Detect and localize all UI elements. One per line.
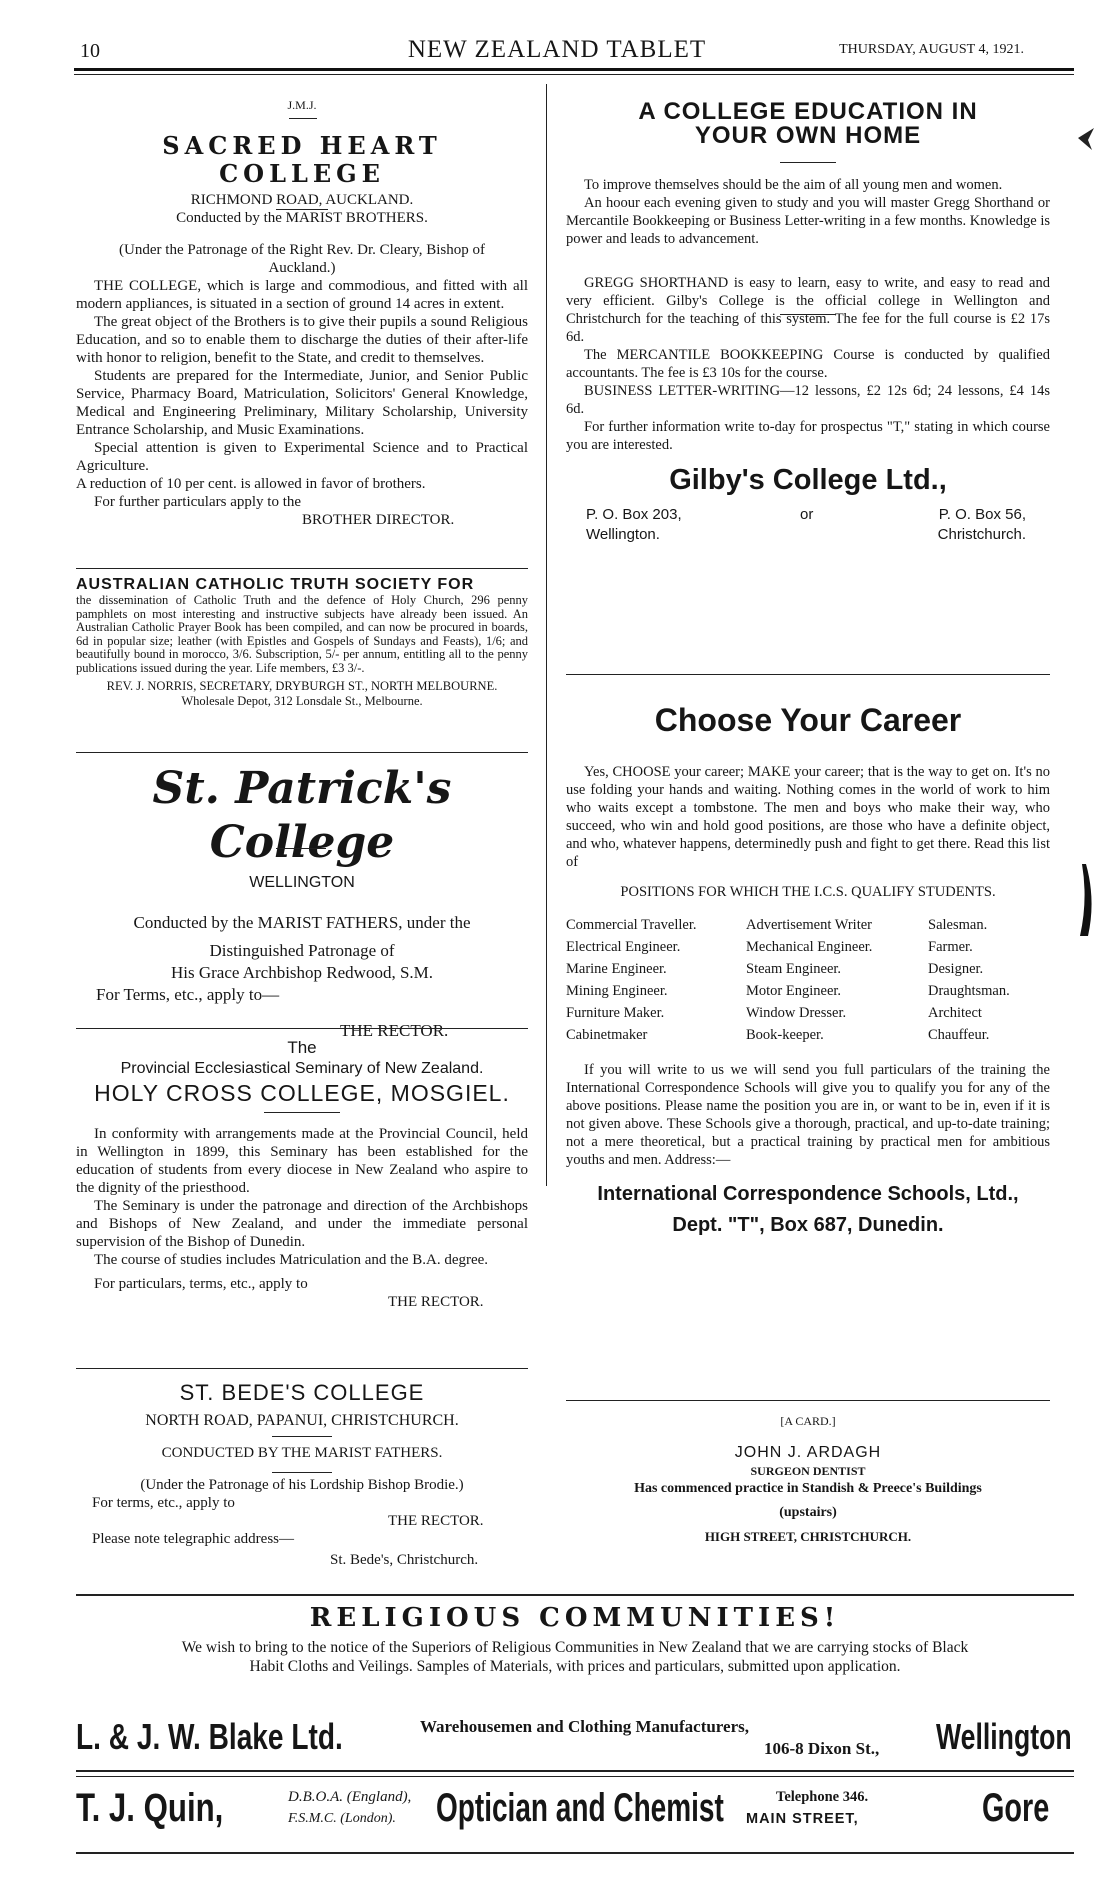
positions-title: POSITIONS FOR WHICH THE I.C.S. QUALIFY STUDENTS. [620,884,996,900]
depot: Wholesale Depot, 312 Lonsdale St., Melbourne. [181,693,423,708]
ad-title: AUSTRALIAN CATHOLIC TRUTH SOCIETY FOR [76,576,475,593]
paragraph: The great object of the Brothers is to give their pupils a sound Religious Education, and so to enable them to discharge the duties of their after-life with honor to religion, benefit to the State, and credit to themselves. [76,314,528,366]
college-home-ad [566,100,1050,549]
patronage: (Under the Patronage of his Lordship Bishop Brodie.) [140,1477,464,1493]
dentist-name: JOHN J. ARDAGH [734,1444,882,1461]
holy-cross-ad [76,1038,528,1311]
ics-name: International Correspondence Schools, Ltd., [597,1183,1019,1205]
dentist-title: SURGEON DENTIST [750,1464,866,1478]
st-patricks-ad [76,762,528,1040]
page-header [70,36,1044,64]
section-rule [76,1028,528,1029]
paragraph: For further information write to-day for prospectus "T," stating in which course you are interested. [566,419,1050,453]
paragraph: For particulars, terms, etc., apply to [94,1276,308,1292]
quin-telephone: Telephone 346. [776,1789,869,1805]
paragraph: Students are prepared for the Intermediate, Junior, and Senior Public Service, Pharmacy Board, Matriculation, Solicitors' General Knowledge, Medical and Engineering Preliminary, Military Scholarship, University Entrance Scholarship, and Music Examinations. [76,368,528,438]
position-cell: Window Dresser. [746,1005,847,1021]
paragraph: THE COLLEGE, which is large and commodious, and fitted with all modern appliances, is situated in a section of ground 14 acres in extent. [76,278,528,312]
section-rule [566,1400,1050,1401]
divider [264,1112,340,1113]
patronage: Distinguished Patronage of [209,941,395,960]
position-cell: Designer. [928,961,984,977]
ad-title: Choose Your Career [654,702,962,738]
gilby-addresses [566,505,1050,549]
ad-title: RELIGIOUS COMMUNITIES! [309,1603,841,1633]
section-rule [76,1368,528,1369]
divider [276,209,328,210]
ardagh-card [566,1412,1050,1546]
ad-title: ST. BEDE'S COLLEGE [179,1380,425,1405]
blake-trade: Warehousemen and Clothing Manufacturers, [420,1717,750,1736]
box-wellington: P. O. Box 203, [586,506,682,523]
ad-the: The [287,1038,317,1057]
signoff: BROTHER DIRECTOR. [302,512,455,528]
religious-ad [76,1604,1074,1676]
quin-ad [76,1784,1074,1844]
paragraph: the dissemination of Catholic Truth and the defence of Holy Church, 296 penny pamphlets on most interesting and instructive subjects have already been issued. An Australian Catholic Prayer Book has been compiled, and can now be procured in boards, 6d in popular size; leather (with Epistles and Gospels of Sundays and Feasts), 1/6; and beautifully bound in morocco, 3/6. Subscription, 5/- per annum, entitling all to the penny publications issued during the year. Life members, £3 3/-. [76,593,528,675]
ad-title: HOLY CROSS COLLEGE, MOSGIEL. [94,1080,510,1106]
section-rule [76,1594,1074,1596]
paragraph: The MERCANTILE BOOKKEEPING Course is conducted by qualified accountants. The fee is £3 10s for the course. [566,347,1050,381]
ad-title: A COLLEGE EDUCATION IN [638,98,978,125]
ics-address: Dept. "T", Box 687, Dunedin. [672,1214,944,1236]
paragraph: A reduction of 10 per cent. is allowed in favor of brothers. [76,476,426,492]
signoff: THE RECTOR. [388,1294,484,1310]
divider [272,1436,332,1437]
telegraphic: Please note telegraphic address— [92,1531,295,1547]
terms: For terms, etc., apply to [92,1495,235,1511]
divider [780,314,836,315]
paragraph: GREGG SHORTHAND is easy to learn, easy to write, and easy to read and very efficient. Gilby's College is the official college in Wellington and Christchurch for the teaching of this system. The fee for the full course is £2 17s 6d. [566,275,1050,345]
divider [780,162,836,163]
position-cell: Advertisement Writer [746,917,872,933]
page-number: 10 [80,40,100,62]
section-rule [76,568,528,569]
position-cell: Cabinetmaker [566,1027,648,1043]
quin-street: MAIN STREET, [746,1811,859,1827]
city-christchurch: Christchurch. [937,526,1026,543]
section-rule [566,674,1050,675]
ad-subtitle: Provincial Ecclesiastical Seminary of New Zealand. [120,1060,484,1077]
position-cell: Book-keeper. [746,1027,824,1043]
sacred-heart-ad [76,96,528,529]
blake-name: L. & J. W. Blake Ltd. [76,1716,343,1757]
telegraphic-address: St. Bede's, Christchurch. [330,1552,479,1568]
ad-title: St. Patrick's College [152,763,452,868]
career-ad [566,702,1050,1237]
position-cell: Steam Engineer. [746,961,842,977]
patronage-name: His Grace Archbishop Redwood, S.M. [170,963,434,982]
conducted-by: CONDUCTED BY THE MARIST FATHERS. [161,1445,443,1461]
paragraph: BUSINESS LETTER-WRITING—12 lessons, £2 12s 6d; 24 lessons, £4 14s 6d. [566,383,1050,417]
position-cell: Farmer. [928,939,973,955]
paragraph: An hoour each evening given to study and you will master Gregg Shorthand or Mercantile Bookkeeping or Business Letter-writing in a few months. Knowledge is power and leads to advancement. [566,195,1050,247]
section-rule [76,752,528,753]
position-cell: Draughtsman. [928,983,1010,999]
address: NORTH ROAD, PAPANUI, CHRISTCHURCH. [145,1412,459,1429]
quin-qual-1: D.B.O.A. (England), [288,1789,412,1805]
paragraph: If you will write to us we will send you full particulars of the training the International Correspondence Schools will give you to qualify you for any of the above positions. Please name the position you are in, or want to be in, even if it is not given above. These Schools give a thorough, practical, and up-to-date training; not a mere theoretical, but a practical training by practical men for ambitious youths and men. Address:— [566,1062,1050,1168]
practice-line: Has commenced practice in Standish & Preece's Buildings [634,1481,982,1496]
or-label: or [800,506,814,523]
header-rule [74,68,1074,71]
paragraph: The course of studies includes Matriculation and the B.A. degree. [94,1252,489,1268]
quin-name: T. J. Quin, [76,1786,224,1830]
margin-mark-icon [1074,118,1098,154]
divider [276,848,326,849]
blake-address: 106-8 Dixon St., [764,1739,880,1758]
quin-trade: Optician and Chemist [436,1786,724,1830]
signoff: THE RECTOR. [340,1021,449,1040]
paragraph: To improve themselves should be the aim of all young men and women. [584,177,1003,193]
jmj: J.M.J. [287,98,317,112]
divider [289,118,317,119]
section-rule [76,1770,1074,1772]
position-cell: Motor Engineer. [746,983,842,999]
paragraph: The Seminary is under the patronage and direction of the Archbishops and Bishops of New Zealand, and under the immediate personal supervision of the Bishop of Dunedin. [76,1198,528,1250]
position-cell: Architect [928,1005,982,1021]
ad-title-line2: YOUR OWN HOME [694,122,922,149]
blake-ad [76,1714,1074,1766]
position-cell: Chauffeur. [928,1027,990,1043]
truth-society-ad [76,576,528,709]
divider [272,1472,332,1473]
section-rule [76,1776,1074,1777]
quin-town: Gore [982,1786,1050,1830]
issue-date: THURSDAY, AUGUST 4, 1921. [839,42,1024,57]
patronage: (Under the Patronage of the Right Rev. Dr. Cleary, Bishop of Auckland.) [119,242,485,276]
paragraph: Special attention is given to Experimental Science and to Practical Agriculture. [76,440,528,474]
blake-city: Wellington [936,1716,1072,1757]
card-label: [A CARD.] [780,1414,836,1428]
position-cell: Electrical Engineer. [566,939,681,955]
conducted-by: Conducted by the MARIST BROTHERS. [176,210,428,226]
paragraph: In conformity with arrangements made at the Provincial Council, held in Wellington in 1899, this Seminary has been established for the education of students from every diocese in New Zealand who aspire to the dignity of the priesthood. [76,1126,528,1196]
gilby-name: Gilby's College Ltd., [669,464,947,496]
paragraph: We wish to bring to the notice of the Superiors of Religious Communities in New Zealand that we are carrying stocks of Black Habit Cloths and Veilings. Samples of Materials, with prices and particulars, submitted upon application. [181,1639,969,1675]
terms: For Terms, etc., apply to— [96,985,280,1004]
city-wellington: Wellington. [586,526,660,543]
margin-mark-icon [1074,860,1098,940]
header-rule-thin [74,74,1074,75]
practice-street: HIGH STREET, CHRISTCHURCH. [704,1529,912,1544]
location: WELLINGTON [249,874,355,891]
section-rule [76,1852,1074,1854]
practice-upstairs: (upstairs) [779,1505,837,1520]
paragraph: For further particulars apply to the [94,494,302,510]
signoff: THE RECTOR. [388,1513,484,1529]
position-cell: Mining Engineer. [566,983,668,999]
position-cell: Marine Engineer. [566,961,667,977]
quin-qual-2: F.S.M.C. (London). [288,1811,396,1826]
position-cell: Furniture Maker. [566,1005,665,1021]
address: RICHMOND ROAD, AUCKLAND. [190,192,414,208]
position-cell: Mechanical Engineer. [746,939,873,955]
position-cell: Commercial Traveller. [566,917,697,933]
ad-title: SACRED HEART COLLEGE [162,131,442,188]
paragraph: Yes, CHOOSE your career; MAKE your career; that is the way to get on. It's no use folding your hands and waiting. Nothing comes in the world of work to him who waits except a tombstone. The men and boys who make their way, who succeed, who win and hold good positions, are those who have a definite object, and who, whatever happens, determinedly push and fight to get there. Read this list of [566,764,1050,870]
secretary: REV. J. NORRIS, SECRETARY, DRYBURGH ST., NORTH MELBOURNE. [106,678,498,693]
masthead: NEW ZEALAND TABLET [407,36,707,63]
column-divider [546,84,547,1186]
st-bedes-ad [76,1380,528,1569]
conducted-by: Conducted by the MARIST FATHERS, under the [133,913,471,932]
box-christchurch: P. O. Box 56, [938,506,1026,523]
position-cell: Salesman. [928,917,988,933]
positions-table [566,917,1050,1051]
